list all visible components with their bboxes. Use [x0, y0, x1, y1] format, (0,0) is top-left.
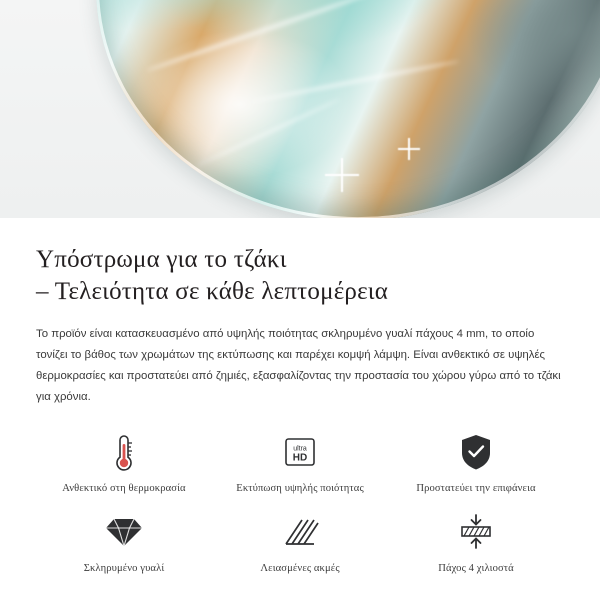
headline-line-2: – Τελειότητα σε κάθε λεπτομέρεια	[36, 278, 389, 305]
feature-label: Ανθεκτικό στη θερμοκρασία	[62, 483, 186, 495]
feature-item	[388, 430, 564, 494]
headline-line-1: Υπόστρωμα για το τζάκι	[36, 246, 287, 273]
feature-item	[388, 510, 564, 574]
feature-item	[36, 510, 212, 574]
feature-label: Προστατεύει την επιφάνεια	[416, 483, 536, 495]
feature-label: Εκτύπωση υψηλής ποιότητας	[236, 483, 364, 495]
polished-edges-icon	[280, 510, 320, 554]
page-title	[36, 244, 564, 308]
feature-label: Πάχος 4 χιλιοστά	[438, 563, 514, 575]
description-paragraph: Το προϊόν είναι κατασκευασμένο από υψηλής ποιότητας σκληρυμένο γυαλί πάχους 4 mm, το οποίο τονίζει το βάθος των χρωμάτων της εκτύπωσης και παρέχει κομψή λάμψη. Είναι ανθεκτικό σε υψηλές θερμοκρασίες και προστατεύει από ζημιές, εξασφαλίζοντας την προστασία του χώρου γύρω από το τζάκι για χρόνια.	[36, 328, 561, 404]
ultra-hd-icon	[280, 430, 320, 474]
svg-text:ultra: ultra	[293, 445, 307, 453]
feature-label: Λειασμένες ακμές	[260, 563, 340, 575]
feature-item	[212, 430, 388, 494]
shield-check-icon	[457, 430, 495, 474]
feature-label: Σκληρυμένο γυαλί	[83, 563, 165, 575]
svg-text:HD: HD	[292, 452, 308, 464]
feature-item	[36, 430, 212, 494]
diamond-icon	[103, 510, 145, 554]
thermometer-icon	[109, 430, 139, 474]
feature-item	[212, 510, 388, 574]
feature-grid	[36, 430, 564, 574]
hero-image	[0, 0, 600, 218]
content-area	[0, 218, 600, 574]
thickness-arrows-icon	[455, 510, 497, 554]
